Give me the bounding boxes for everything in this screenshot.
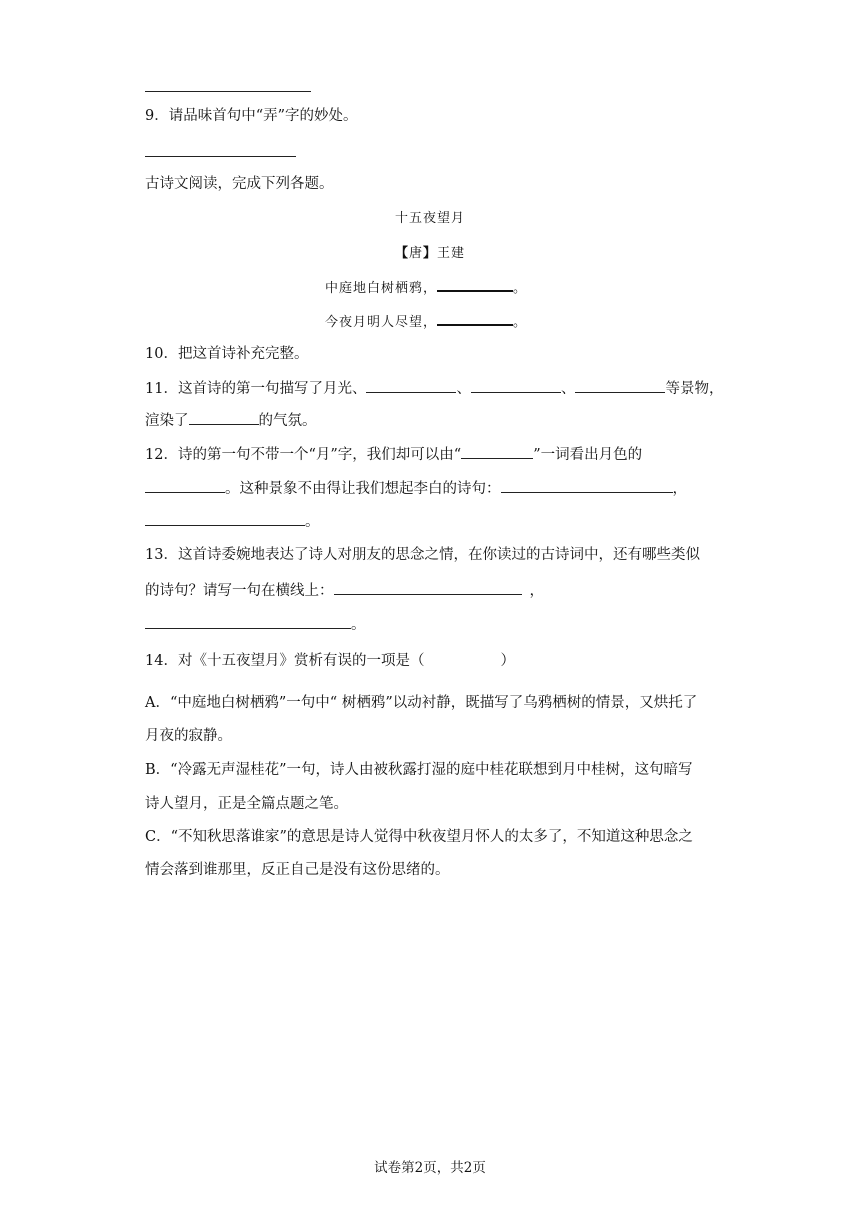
option-a-line-1[interactable]	[145, 693, 697, 713]
answer-line-q9[interactable]	[145, 156, 296, 157]
author-bracket-close: 】	[423, 246, 438, 261]
question-9-number: 9．	[145, 108, 169, 124]
page-footer: 试卷第2页，共2页	[374, 1160, 486, 1176]
question-12-part3: 。这种景象不由得让我们想起李白的诗句：	[225, 481, 501, 497]
option-c-label: C．	[145, 829, 171, 845]
question-11-part4: 的气氛。	[258, 413, 317, 429]
option-a-label: A．	[145, 695, 170, 711]
author-bracket-open: 【	[394, 246, 409, 261]
question-11-part3: 渲染了	[145, 413, 189, 429]
question-12-line-2	[145, 478, 687, 499]
question-13-part2: 的诗句？请写一句在横线上：	[145, 583, 334, 599]
option-b-line-2: 诗人望月，正是全篇点题之笔。	[145, 796, 348, 812]
poem-line-1-end: 。	[513, 281, 528, 296]
question-13-line-1	[145, 545, 700, 565]
poem-line-1-blank[interactable]	[437, 276, 513, 292]
question-10-number: 10．	[145, 346, 178, 362]
question-12-number: 12．	[145, 447, 178, 463]
poem-title: 十五夜望月	[394, 211, 465, 226]
option-b-line-1[interactable]	[145, 760, 692, 780]
question-12-blank-4[interactable]	[145, 511, 305, 526]
question-11-number: 11．	[145, 381, 178, 397]
option-a-text: “中庭地白树栖鸦”一句中“ 树栖鸦”以动衬静，既描写了乌鸦栖树的情景，又烘托了	[169, 695, 698, 711]
question-12-line-3	[145, 511, 320, 532]
option-b-label: B．	[145, 762, 171, 778]
question-14-stem	[145, 651, 515, 671]
question-13-part4: 。	[351, 617, 366, 633]
option-c-text: “不知秋思落谁家”的意思是诗人觉得中秋夜望月怀人的太多了，不知道这种思念之	[170, 829, 693, 845]
section-intro: 古诗文阅读，完成下列各题。	[145, 176, 334, 192]
question-13-blank-1[interactable]	[334, 580, 522, 595]
question-10	[145, 344, 308, 364]
question-12-blank-3[interactable]	[501, 478, 673, 493]
poem-line-2-blank[interactable]	[437, 310, 513, 326]
question-11-blank-4[interactable]	[189, 410, 259, 425]
question-12-blank-2[interactable]	[145, 478, 225, 493]
question-13-blank-2[interactable]	[145, 614, 351, 629]
question-13-number: 13．	[145, 547, 178, 563]
option-c-line-1[interactable]	[145, 827, 693, 847]
question-11-sep2: 、	[560, 381, 576, 397]
question-11-line-1	[145, 378, 723, 399]
poem-author: 王建	[437, 246, 466, 261]
poem-line-1	[325, 276, 527, 299]
poem-dynasty: 唐	[408, 246, 423, 261]
answer-line-previous[interactable]	[145, 91, 311, 92]
question-12-part2: ”一词看出月色的	[533, 447, 643, 463]
question-11-sep1: 、	[456, 381, 471, 397]
question-10-text: 把这首诗补充完整。	[177, 346, 309, 362]
question-13-part3: ，	[529, 583, 544, 599]
question-12-part5: 。	[305, 514, 320, 530]
question-12-blank-1[interactable]	[461, 444, 533, 459]
poem-author-line	[0, 242, 860, 261]
question-13-part1: 这首诗委婉地表达了诗人对朋友的思念之情，在你读过的古诗词中，还有哪些类似	[177, 547, 700, 563]
poem-line-1-text: 中庭地白树栖鸦，	[325, 281, 438, 296]
poem-line-2-end: 。	[513, 315, 528, 330]
question-9-text: 请品味首句中“弄”字的妙处。	[168, 108, 358, 124]
poem-line-2-text: 今夜月明人尽望，	[325, 315, 438, 330]
question-12-line-1	[145, 444, 642, 465]
question-12-part1: 诗的第一句不带一个“月”字，我们却可以由“	[177, 447, 462, 463]
question-11-line-2	[145, 410, 317, 431]
question-13-line-3	[145, 614, 366, 635]
question-11-blank-3[interactable]	[575, 378, 665, 393]
option-a-line-2: 月夜的寂静。	[145, 728, 232, 744]
option-c-line-2: 情会落到谁那里，反正自己是没有这份思绪的。	[145, 862, 450, 878]
poem-line-2	[325, 310, 527, 333]
question-9	[145, 106, 358, 126]
question-11-blank-2[interactable]	[471, 378, 561, 393]
question-11-part1: 这首诗的第一句描写了月光、	[177, 381, 367, 397]
question-11-blank-1[interactable]	[366, 378, 456, 393]
question-14-number: 14．	[145, 653, 178, 669]
option-b-text: “冷露无声湿桂花”一句，诗人由被秋露打湿的庭中桂花联想到月中桂树，这句暗写	[170, 762, 693, 778]
question-11-part2: 等景物，	[665, 381, 724, 397]
question-14-close: ）	[500, 653, 515, 669]
question-12-part4: ，	[672, 481, 687, 497]
question-13-line-2	[145, 580, 544, 601]
question-14-text: 对《十五夜望月》赏析有误的一项是（	[177, 653, 425, 669]
